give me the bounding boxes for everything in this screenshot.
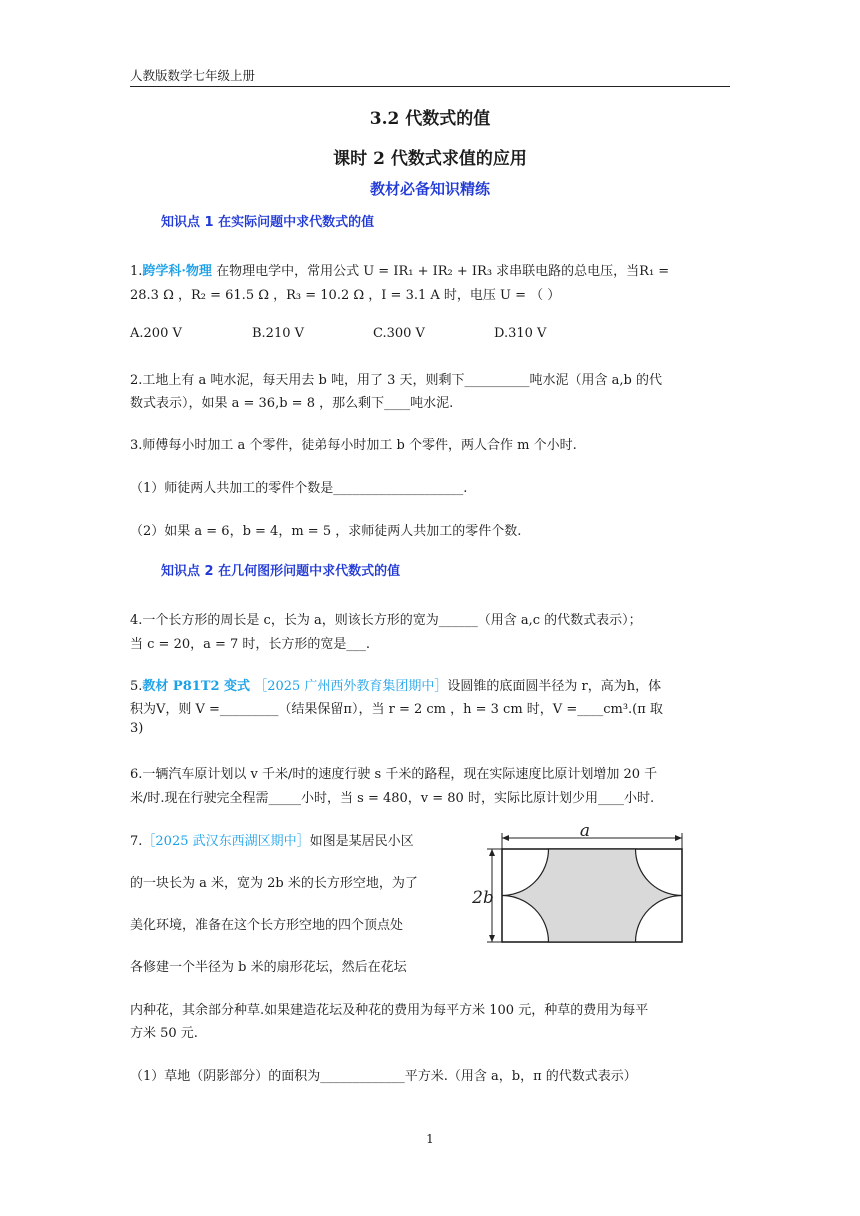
q1-option-c: C.300 V [373,326,425,341]
q1-text1: 在物理电学中，常用公式 U = IR₁ + IR₂ + IR₃ 求串联电路的总电压，当R₁ = [211,264,670,279]
q6-line2: 米/时.现在行驶完全程需_____小时，当 s = 480，v = 80 时，实际比原计划少用____小时. [130,791,655,806]
q1-tag: 跨学科·物理 [142,264,212,279]
q1-option-b: B.210 V [252,326,305,341]
q7-line5: 内种花，其余部分种草.如果建造花坛及种花的费用为每平方米 100 元，种草的费用为每平 [130,1003,649,1018]
q6-line1: 6.一辆汽车原计划以 v 千米/时的速度行驶 s 千米的路程，现在实际速度比原计划增加 20 千 [130,767,658,782]
knowledge-point-2: 知识点 2 在几何图形问题中求代数式的值 [161,564,401,579]
section-title: 3.2 代数式的值 [369,109,491,129]
q7-number: 7. [130,834,143,849]
q5-number: 5. [130,679,143,694]
knowledge-point-1: 知识点 1 在实际问题中求代数式的值 [161,215,375,230]
lesson-title: 课时 2 代数式求值的应用 [333,149,527,169]
q5-tag: 教材 P81T2 变式 [142,679,251,694]
q7-line6: 方米 50 元. [130,1026,198,1041]
q3-sub1: （1）师徒两人共加工的零件个数是____________________. [130,481,468,496]
q7-figure [465,825,695,950]
q7-line1 [130,830,414,849]
q7-sub1: （1）草地（阴影部分）的面积为_____________平方米.（用含 a，b，π 的代数式表示） [130,1069,637,1084]
q5-line3: 3) [130,721,144,736]
q1-option-a: A.200 V [130,326,182,341]
header-rule [130,86,730,87]
q5-text1: 设圆锥的底面圆半径为 r，高为h，体 [447,679,662,694]
q1-line2: 28.3 Ω ，R₂ = 61.5 Ω ，R₃ = 10.2 Ω ，I = 3.1 A 时，电压 U = （ ） [130,288,561,303]
q7-source: ［2025 武汉东西湖区期中］ [142,834,310,849]
q5-source: ［2025 广州西外教育集团期中］ [254,679,448,694]
q2-line1: 2.工地上有 a 吨水泥，每天用去 b 吨，用了 3 天，则剩下__________吨水泥（用含 a,b 的代 [130,373,663,388]
header-text: 人教版数学七年级上册 [130,68,256,83]
q7-line4: 各修建一个半径为 b 米的扇形花坛，然后在花坛 [130,960,407,975]
q7-line2: 的一块长为 a 米，宽为 2b 米的长方形空地，为了 [130,876,418,891]
q7-text1: 如图是某居民小区 [309,834,414,849]
subtitle: 教材必备知识精练 [369,180,490,198]
q4-line2: 当 c = 20，a = 7 时，长方形的宽是___. [130,637,371,652]
q1-option-d: D.310 V [494,326,547,341]
label-2b: 2b [472,888,494,908]
label-a: a [579,825,591,841]
q3-line1: 3.师傅每小时加工 a 个零件，徒弟每小时加工 b 个零件，两人合作 m 个小时. [130,438,577,453]
page-number: 1 [426,1132,434,1146]
q3-sub2: （2）如果 a = 6，b = 4，m = 5 ，求师徒两人共加工的零件个数. [130,524,522,539]
q1-line1 [130,260,669,279]
q5-line1 [130,675,661,694]
q2-line2: 数式表示），如果 a = 36,b = 8 ，那么剩下____吨水泥. [130,396,454,411]
q1-number: 1. [130,264,143,279]
q7-line3: 美化环境，准备在这个长方形空地的四个顶点处 [130,918,404,933]
q4-line1: 4.一个长方形的周长是 c，长为 a，则该长方形的宽为______（用含 a,c 的代数式表示）； [130,613,642,628]
q5-line2: 积为V，则 V =_________（结果保留π），当 r = 2 cm ，h = 3 cm 时，V =____cm³.(π 取 [130,702,663,717]
